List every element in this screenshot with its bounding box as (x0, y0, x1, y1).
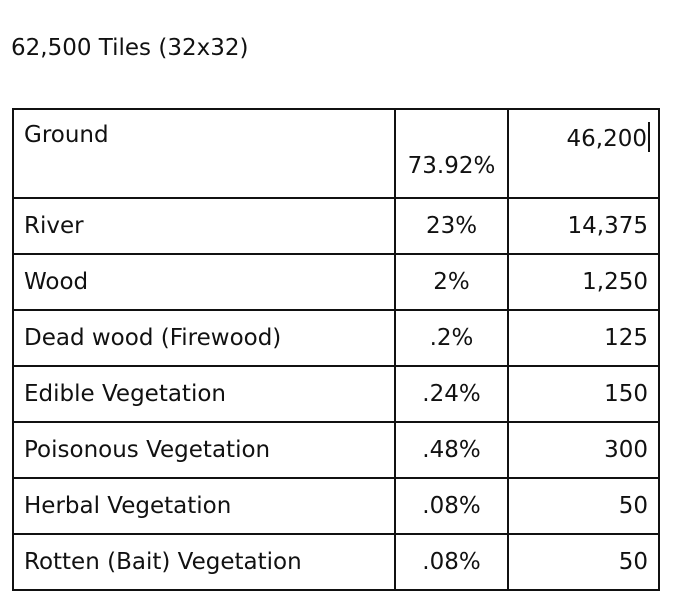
tile-type-cell[interactable]: Ground (13, 109, 395, 198)
tile-distribution-table (12, 108, 660, 591)
table-row (13, 198, 659, 254)
table-row (13, 109, 659, 198)
count-cell[interactable]: 50 (508, 534, 659, 590)
tile-type-cell[interactable]: Dead wood (Firewood) (13, 310, 395, 366)
table-row (13, 478, 659, 534)
tile-type-cell[interactable]: Wood (13, 254, 395, 310)
count-cell[interactable]: 125 (508, 310, 659, 366)
percent-cell[interactable]: 73.92% (395, 109, 508, 198)
percent-cell[interactable]: .48% (395, 422, 508, 478)
count-cell[interactable]: 50 (508, 478, 659, 534)
document-heading: 62,500 Tiles (32x32) (11, 35, 249, 61)
tile-type-cell[interactable]: Poisonous Vegetation (13, 422, 395, 478)
table-row (13, 310, 659, 366)
count-cell[interactable] (508, 109, 659, 198)
count-cell[interactable]: 150 (508, 366, 659, 422)
table-row (13, 366, 659, 422)
table-row (13, 534, 659, 590)
tile-type-cell[interactable]: Rotten (Bait) Vegetation (13, 534, 395, 590)
count-cell[interactable]: 14,375 (508, 198, 659, 254)
count-cell[interactable]: 1,250 (508, 254, 659, 310)
table-row (13, 422, 659, 478)
tile-type-cell[interactable]: Herbal Vegetation (13, 478, 395, 534)
percent-cell[interactable]: .24% (395, 366, 508, 422)
percent-cell[interactable]: 2% (395, 254, 508, 310)
percent-cell[interactable]: .2% (395, 310, 508, 366)
count-text: 46,200 (566, 126, 647, 152)
tile-type-cell[interactable]: River (13, 198, 395, 254)
percent-cell[interactable]: 23% (395, 198, 508, 254)
count-cell[interactable]: 300 (508, 422, 659, 478)
percent-cell[interactable]: .08% (395, 534, 508, 590)
tile-type-cell[interactable]: Edible Vegetation (13, 366, 395, 422)
percent-cell[interactable]: .08% (395, 478, 508, 534)
table-row (13, 254, 659, 310)
text-cursor (648, 122, 650, 152)
